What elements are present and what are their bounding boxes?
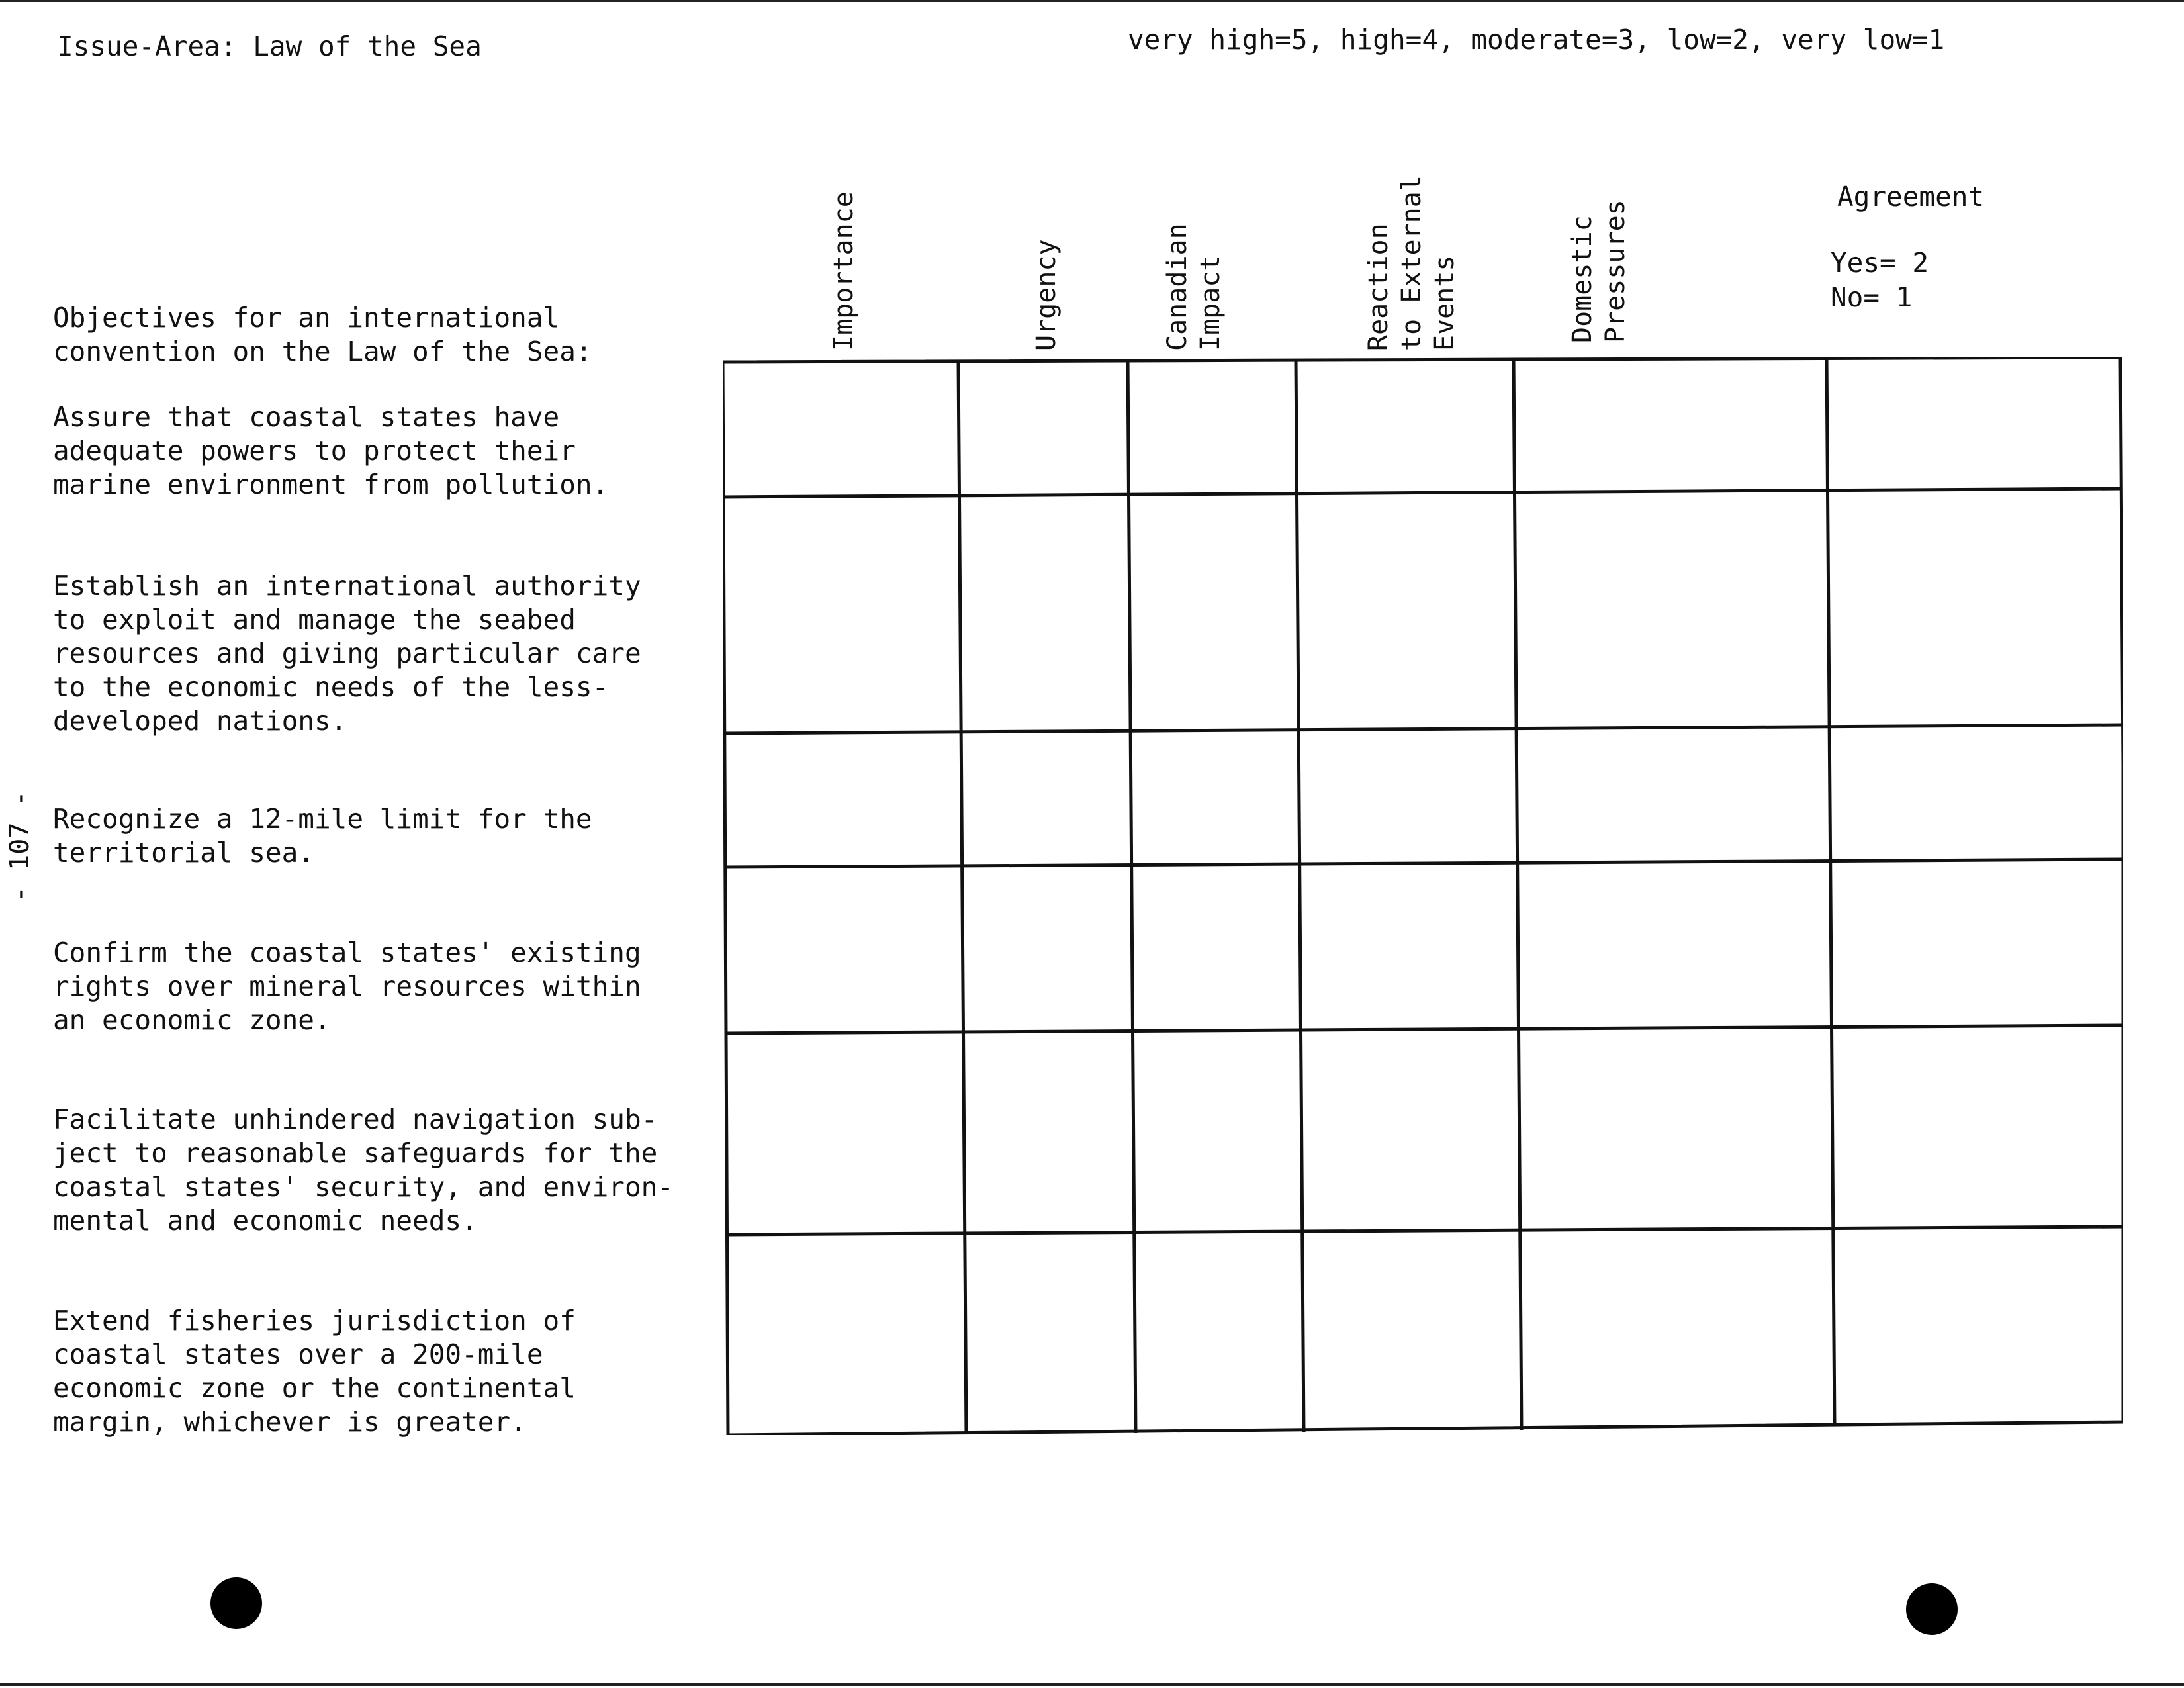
grid-row-line [726,1025,2122,1033]
bottom-edge-rule [0,1683,2184,1686]
grid-column-line [1827,358,1835,1426]
page-number: - 107 - [5,790,35,902]
grid-row-line [725,859,2122,867]
binder-hole-left [210,1577,262,1629]
issue-area-label: Issue-Area: Law of the Sea [57,30,482,62]
objective-5: Facilitate unhindered navigation sub- ject to reasonable safeguards for the coastal states' security, and environ- mental and economic needs. [53,1103,674,1237]
grid-column-line [1514,360,1522,1430]
objectives-heading: Objectives for an international convention on the Law of the Sea: [53,302,592,367]
objective-3: Recognize a 12-mile limit for the territorial sea. [53,803,592,868]
grid-row-line [723,489,2122,497]
rating-grid-lines [723,357,2123,1435]
grid-row-line [724,725,2122,733]
objective-2: Establish an international authority to exploit and manage the seabed resources and giving particular care to the economic needs of the less- developed nations. [53,570,641,737]
column-header-reaction-to-external-events: Reaction to External Events [1363,175,1460,351]
grid-row-line [727,1227,2123,1235]
agreement-header: Agreement [1837,181,1985,212]
objective-1: Assure that coastal states have adequate powers to protect their marine environment from pollution. [53,401,609,500]
column-header-domestic-pressures: Domestic Pressures [1567,199,1631,343]
binder-hole-right [1906,1583,1958,1635]
grid-column-line [958,362,966,1434]
rating-grid [723,357,2123,1435]
column-header-importance: Importance [829,191,859,351]
grid-column-line [1296,361,1304,1432]
objective-4: Confirm the coastal states' existing rights over mineral resources within an economic zone. [53,937,641,1036]
top-edge-rule [0,0,2184,2]
objective-6: Extend fisheries jurisdiction of coastal states over a 200-mile economic zone or the continental margin, whichever is greater. [53,1305,576,1438]
agreement-no-value: No= 1 [1831,281,1913,313]
column-header-urgency: Urgency [1031,239,1062,351]
grid-outer-border [723,357,2123,1435]
agreement-yes-value: Yes= 2 [1831,247,1929,279]
column-header-canadian-impact: Canadian Impact [1162,223,1226,351]
grid-column-line [1128,361,1136,1433]
rating-scale-legend: very high=5, high=4, moderate=3, low=2, very low=1 [1128,24,1945,56]
